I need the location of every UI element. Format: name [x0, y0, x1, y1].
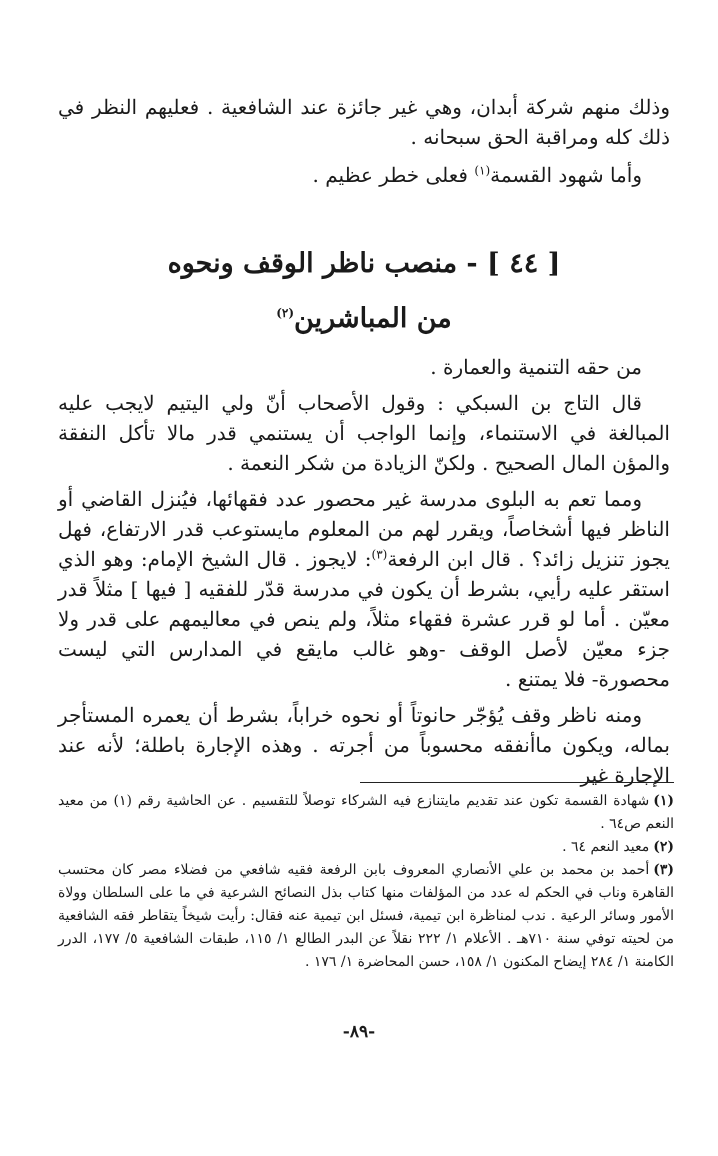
section-title: [ ٤٤ ] - منصب ناظر الوقف ونحوه	[167, 248, 561, 279]
footnote-divider	[360, 782, 674, 783]
section-subtitle	[58, 300, 670, 338]
footnote-ref-2[interactable]: (٢)	[276, 306, 295, 320]
footnote-3-text: أحمد بن محمد بن علي الأنصاري المعروف بابن الرفعة فقيه شافعي من فضلاء مصر كان محتسب القاهرة وناب في الحكم له عدد من المؤلفات منها كتاب بذل النصائح الشرعية في ما على السلطان وولاة الأمور وسائر الرعية . ندب لمناظرة ابن تيمية، فسئل ابن تيمية عنه فقال: رأيت شيخاً يتقاطر فقه الشافعية من لحيته توفي سنة ٧١٠هـ . الأعلام ١/ ٢٢٢ نقلاً عن البدر الطالع ١/ ١١٥، طبقات الشافعية ٥/ ١٧٧، الدرر الكامنة ١/ ٢٨٤ إيضاح المكنون ١/ ١٥٨، حسن المحاضرة ١/ ١٧٦ .	[58, 862, 674, 970]
section-subtitle-text: من المباشرين	[294, 303, 452, 334]
footnote-3-label: (٣)	[653, 862, 674, 878]
footnote-2	[58, 836, 674, 859]
paragraph-3-text: ومما تعم به البلوى مدرسة غير محصور عدد فقهائها، فيُنزل القاضي أو الناظر فيها أشخاصاً، ويقرر لهم من المعلوم مايستوعب قدر الارتفاع، فهل يجوز تنزيل زائد؟ . قال ابن الرفعة	[58, 487, 670, 571]
intro-paragraph-2	[58, 160, 670, 190]
footnote-1	[58, 790, 674, 836]
page-number: -٨٩-	[342, 1022, 376, 1042]
footnote-ref-1[interactable]: (١)	[474, 163, 491, 178]
footnote-ref-3[interactable]: (٣)	[371, 547, 388, 562]
footnote-2-text: معيد النعم ٦٤ .	[562, 839, 650, 855]
intro-text	[58, 92, 670, 190]
footnotes	[58, 790, 674, 974]
footnote-1-label: (١)	[653, 793, 674, 809]
section-body	[58, 352, 670, 790]
paragraph-4: ومنه ناظر وقف يُؤجّر حانوتاً أو نحوه خراباً، بشرط أن يعمره المستأجر بماله، ويكون ماأنفقه محسوباً من أجرته . وهذه الإجارة باطلة؛ لأنه عند الإجارة غير	[58, 703, 670, 787]
paragraph-2: قال التاج بن السبكي : وقول الأصحاب أنّ ولي اليتيم لايجب عليه المبالغة في الاستنماء، وإنما الواجب أن يستنمي قدر مالا تأكل النفقة والمؤن المال الصحيح . ولكنّ الزيادة من شكر النعمة .	[58, 391, 670, 475]
intro-paragraph-1: وذلك منهم شركة أبدان، وهي غير جائزة عند الشافعية . فعليهم النظر في ذلك كله ومراقبة الحق سبحانه .	[58, 95, 670, 149]
footnote-1-text: شهادة القسمة تكون عند تقديم مايتنازع فيه الشركاء توصلاً للتقسيم . عن الحاشية رقم (١) من معيد النعم ص٦٤ .	[58, 793, 674, 832]
paragraph-3	[58, 484, 670, 694]
footnote-2-label: (٢)	[653, 839, 674, 855]
footnote-3	[58, 859, 674, 974]
intro-paragraph-2-tail: فعلى خطر عظيم .	[312, 163, 475, 187]
paragraph-3-tail: : لايجوز . قال الشيخ الإمام: وهو الذي استقر عليه رأيي، بشرط أن يكون في مدرسة قدّر للفقيه [ فيها ] مثلاً قدر معيّن . أما لو قرر عشرة فقهاء مثلاً، ولم ينص في معاليمهم على قدر ولا جزء معيّن لأصل الوقف -وهو غالب مايقع في المدارس التي ليست محصورة- فلا يمتنع .	[58, 547, 670, 691]
intro-paragraph-2-text: وأما شهود القسمة	[490, 163, 642, 187]
paragraph-1: من حقه التنمية والعمارة .	[430, 355, 642, 379]
